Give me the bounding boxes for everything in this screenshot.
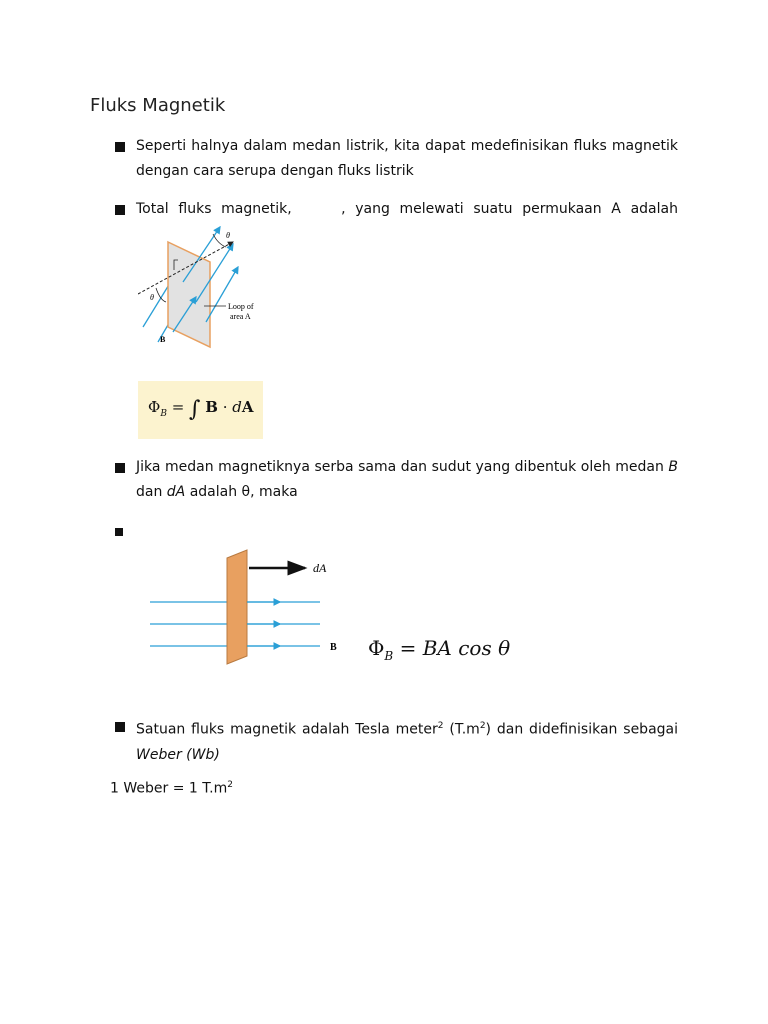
dA-label: dA [313,561,327,575]
eq1-d: d [232,398,242,416]
angle-arc [213,234,226,247]
b2-word: yang [355,201,390,217]
b2-word: Total [136,201,169,217]
b2-word: suatu [473,201,513,217]
eq2-phi: Φ [368,636,385,660]
angle-arc [156,288,166,302]
loop-label: area A [230,312,251,321]
b4-sup: 2 [479,721,486,731]
b2-word: , [341,201,346,217]
plate [227,550,247,664]
flux-integral-equation [138,381,263,439]
b2-word: A [611,201,621,217]
bullet-3-marker [115,463,125,473]
b4-weber: Weber (Wb) [136,746,220,763]
bullet-2-text [136,197,678,222]
weber-definition: 1 Weber = 1 $T.m^2$ [110,780,233,797]
b4-sup: 2 [437,721,444,731]
bullet-empty-marker [115,528,123,536]
b2-word: adalah [630,201,678,217]
loop-label: Loop of [228,302,254,311]
uniform-field-figure [145,548,355,668]
bullet-2-marker [115,205,125,215]
b2-word: fluks [178,201,212,217]
eq1-dot: · [217,398,233,416]
eq2-sub: B [384,649,394,663]
page-title: Fluks Magnetik [90,95,226,116]
b2-gap [301,197,331,222]
loop-flux-figure [138,222,288,352]
eq1-A: A [241,398,254,416]
flux-cos-equation [368,636,510,663]
weber-sup: 2 [227,780,233,790]
b3-B: B [668,459,678,475]
eq1-integral: ∫ [189,397,201,422]
bullet-3-text: Jika medan magnetiknya serba sama dan sudut yang dibentuk oleh medan B dan dA adalah θ, maka [136,459,678,500]
bullet-1-text: Seperti halnya dalam medan listrik, kita dapat medefinisikan fluks magnetik dengan cara serupa dengan fluks listrik [136,138,678,179]
b-field-label: B [330,642,337,653]
b3-dA: dA [166,484,186,500]
b-field-label: B [160,335,166,344]
b2-word: magnetik, [221,201,292,217]
eq1-eq: = [166,398,190,416]
bullet-4-marker [115,722,125,732]
eq1-B: B [205,398,218,416]
b2-word: melewati [399,201,464,217]
theta-label: θ [226,231,230,240]
bullet-1-marker [115,142,125,152]
eq2-rhs: = BA cos θ [393,636,511,660]
theta-label: θ [150,293,154,302]
b2-word: permukaan [522,201,602,217]
eq1-sub: B [160,409,167,419]
eq1-phi: Φ [148,398,161,416]
bullet-4-text: Satuan fluks magnetik adalah Tesla meter$^2$ $(T.m^2)$ dan didefinisikan sebagai Weber (Wb) [136,721,678,763]
